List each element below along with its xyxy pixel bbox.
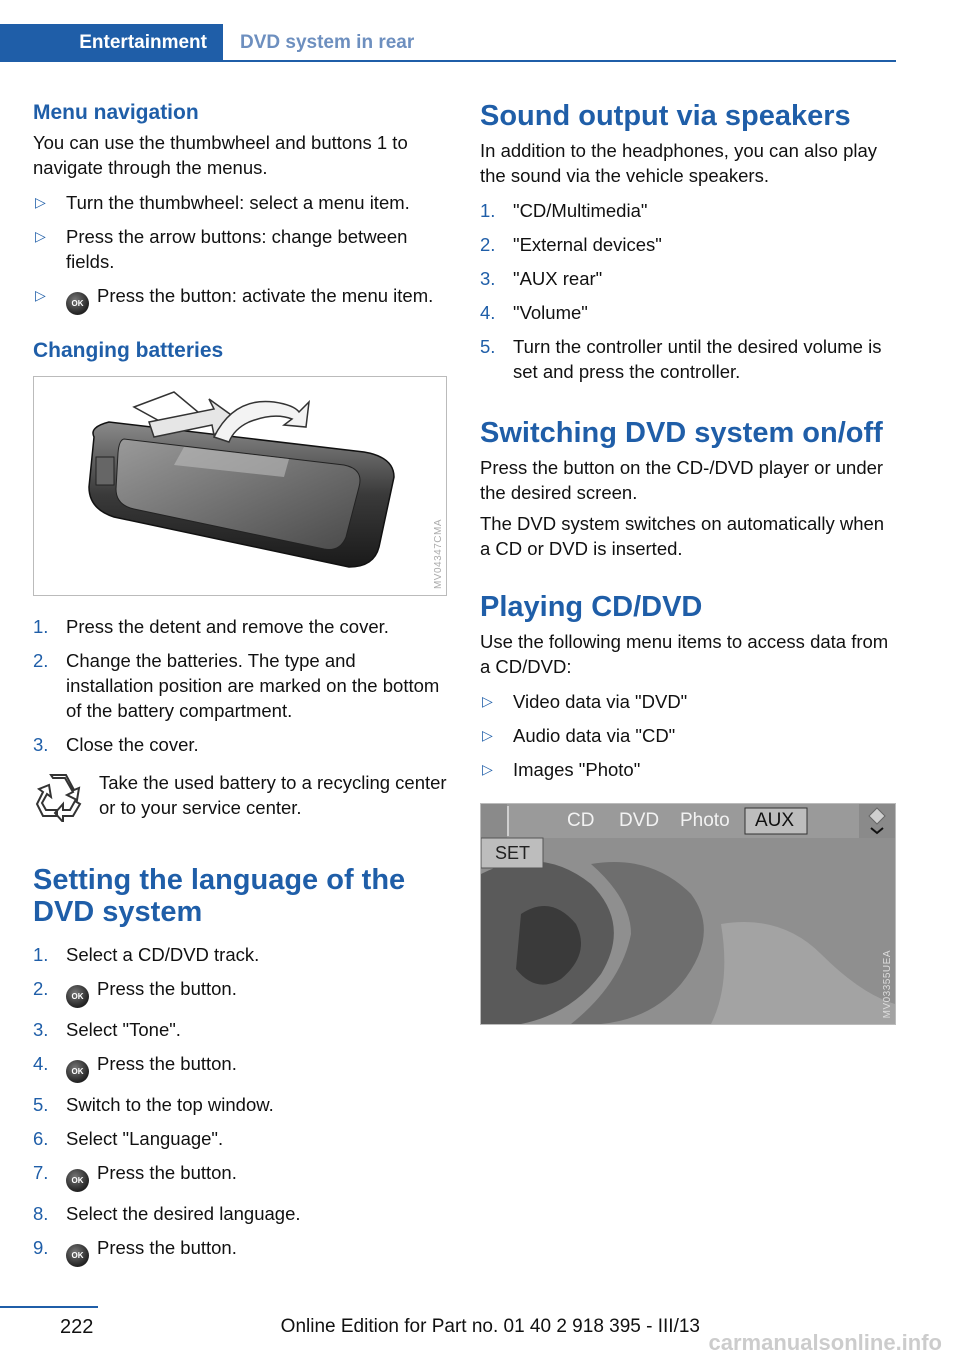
menu-navigation-heading: Menu navigation <box>33 101 199 124</box>
changing-batteries-heading: Changing batteries <box>33 339 224 362</box>
recycling-icon <box>33 770 85 822</box>
list-item-text: Select "Language". <box>66 1128 224 1149</box>
step-number: 2. <box>480 234 496 255</box>
left-column <box>33 100 447 1272</box>
list-item <box>33 644 447 728</box>
sound-output-heading: Sound output via speakers <box>480 100 851 132</box>
list-item-text: Press the button: activate the menu item. <box>97 285 434 306</box>
figure-code: MV03355UEA <box>882 949 893 1018</box>
screen-tab-dvd: DVD <box>619 810 660 831</box>
triangle-bullet-icon: ▷ <box>35 194 46 210</box>
footer-rule <box>0 1306 98 1308</box>
triangle-bullet-icon: ▷ <box>35 228 46 244</box>
triangle-bullet-icon: ▷ <box>482 761 493 777</box>
list-item-text: Press the button. <box>97 1162 237 1183</box>
ok-button-icon: OK <box>66 1169 89 1192</box>
switching-dvd-p1: Press the button on the CD-/DVD player or under the desired screen. <box>480 457 884 503</box>
step-number: 2. <box>33 650 49 671</box>
ok-button-icon: OK <box>66 1244 89 1267</box>
list-item <box>480 330 896 389</box>
step-number: 1. <box>33 616 49 637</box>
screen-tab-cd: CD <box>567 810 595 831</box>
list-item-text: Turn the controller until the desired volume is set and press the controller. <box>513 336 882 382</box>
list-item-text: Press the button. <box>97 978 237 999</box>
screen-set-label: SET <box>495 843 531 863</box>
step-number: 5. <box>33 1094 49 1115</box>
list-item <box>33 186 447 220</box>
list-item-text: Select the desired language. <box>66 1203 301 1224</box>
step-number: 1. <box>480 200 496 221</box>
list-item <box>33 1013 447 1047</box>
sound-steps-list <box>480 194 896 389</box>
list-item <box>480 262 896 296</box>
page-number: 222 <box>60 1316 94 1338</box>
dvd-screen-illustration <box>481 804 895 1024</box>
step-number: 6. <box>33 1128 49 1149</box>
list-item <box>33 1197 447 1231</box>
list-item <box>33 220 447 279</box>
list-item <box>33 1088 447 1122</box>
header-section-tab <box>0 24 223 62</box>
playing-cd-dvd-heading: Playing CD/DVD <box>480 591 703 623</box>
step-number: 5. <box>480 336 496 357</box>
list-item <box>33 610 447 644</box>
list-item-text: Turn the thumbwheel: select a menu item. <box>66 192 410 213</box>
list-item-text: Images "Photo" <box>513 759 641 780</box>
sound-output-intro: In addition to the headphones, you can also play the sound via the vehicle speakers. <box>480 140 878 186</box>
list-item <box>33 1122 447 1156</box>
battery-steps-list <box>33 610 447 762</box>
list-item <box>33 972 447 1013</box>
list-item <box>33 1231 447 1272</box>
switching-dvd-heading: Switching DVD system on/off <box>480 417 883 449</box>
screen-tab-photo: Photo <box>680 810 730 831</box>
list-item-text: Switch to the top window. <box>66 1094 274 1115</box>
recycle-note-text: Take the used battery to a recycling center or to your service center. <box>99 772 447 818</box>
setting-language-heading: Setting the language of the DVD system <box>33 864 406 928</box>
list-item <box>480 753 896 787</box>
ok-button-icon: OK <box>66 292 89 315</box>
list-item-text: "External devices" <box>513 234 662 255</box>
list-item <box>480 719 896 753</box>
step-number: 1. <box>33 944 49 965</box>
step-number: 3. <box>33 734 49 755</box>
list-item <box>33 938 447 972</box>
list-item <box>33 1047 447 1088</box>
edition-text: Online Edition for Part no. 01 40 2 918 395 - III/13 <box>280 1316 700 1337</box>
list-item <box>480 194 896 228</box>
step-number: 3. <box>33 1019 49 1040</box>
list-item-text: Press the button. <box>97 1237 237 1258</box>
menu-navigation-list <box>33 186 447 320</box>
list-item-text: Press the detent and remove the cover. <box>66 616 389 637</box>
header-section-label: Entertainment <box>79 32 207 53</box>
step-number: 8. <box>33 1203 49 1224</box>
list-item-text: Change the batteries. The type and installation position are marked on the bottom of the battery compartment. <box>66 650 440 721</box>
triangle-bullet-icon: ▷ <box>482 693 493 709</box>
list-item-text: Press the arrow buttons: change between fields. <box>66 226 408 272</box>
list-item-text: "AUX rear" <box>513 268 603 289</box>
remote-control-battery-illustration <box>34 377 446 595</box>
step-number: 3. <box>480 268 496 289</box>
list-item <box>480 296 896 330</box>
right-column <box>480 100 896 1025</box>
battery-figure <box>33 376 447 596</box>
header-subsection-label: DVD system in rear <box>240 32 415 53</box>
step-number: 7. <box>33 1162 49 1183</box>
triangle-bullet-icon: ▷ <box>482 727 493 743</box>
language-steps-list <box>33 938 447 1272</box>
switching-dvd-p2: The DVD system switches on automatically when a CD or DVD is inserted. <box>480 513 885 559</box>
list-item-text: Audio data via "CD" <box>513 725 676 746</box>
dvd-screen-figure <box>480 803 896 1025</box>
list-item-text: "CD/Multimedia" <box>513 200 648 221</box>
list-item-text: Select "Tone". <box>66 1019 181 1040</box>
list-item-text: Video data via "DVD" <box>513 691 688 712</box>
figure-code: MV04347CMA <box>433 518 444 589</box>
list-item-text: "Volume" <box>513 302 588 323</box>
list-item-text: Select a CD/DVD track. <box>66 944 260 965</box>
step-number: 4. <box>33 1053 49 1074</box>
header-rule <box>0 60 896 62</box>
list-item-text: Close the cover. <box>66 734 199 755</box>
ok-button-icon: OK <box>66 985 89 1008</box>
playing-cd-dvd-intro: Use the following menu items to access data from a CD/DVD: <box>480 631 889 677</box>
list-item <box>33 728 447 762</box>
list-item <box>480 685 896 719</box>
list-item <box>33 1156 447 1197</box>
step-number: 4. <box>480 302 496 323</box>
list-item-text: Press the button. <box>97 1053 237 1074</box>
step-number: 9. <box>33 1237 49 1258</box>
triangle-bullet-icon: ▷ <box>35 287 46 303</box>
watermark: carmanualsonline.info <box>708 1330 942 1355</box>
screen-tab-aux: AUX <box>755 810 795 831</box>
list-item <box>33 279 447 320</box>
ok-button-icon: OK <box>66 1060 89 1083</box>
recycle-note <box>33 766 447 820</box>
step-number: 2. <box>33 978 49 999</box>
playing-items-list <box>480 685 896 787</box>
menu-navigation-intro: You can use the thumbwheel and buttons 1 to navigate through the menus. <box>33 132 408 178</box>
header-subsection-tab <box>240 24 414 62</box>
list-item <box>480 228 896 262</box>
